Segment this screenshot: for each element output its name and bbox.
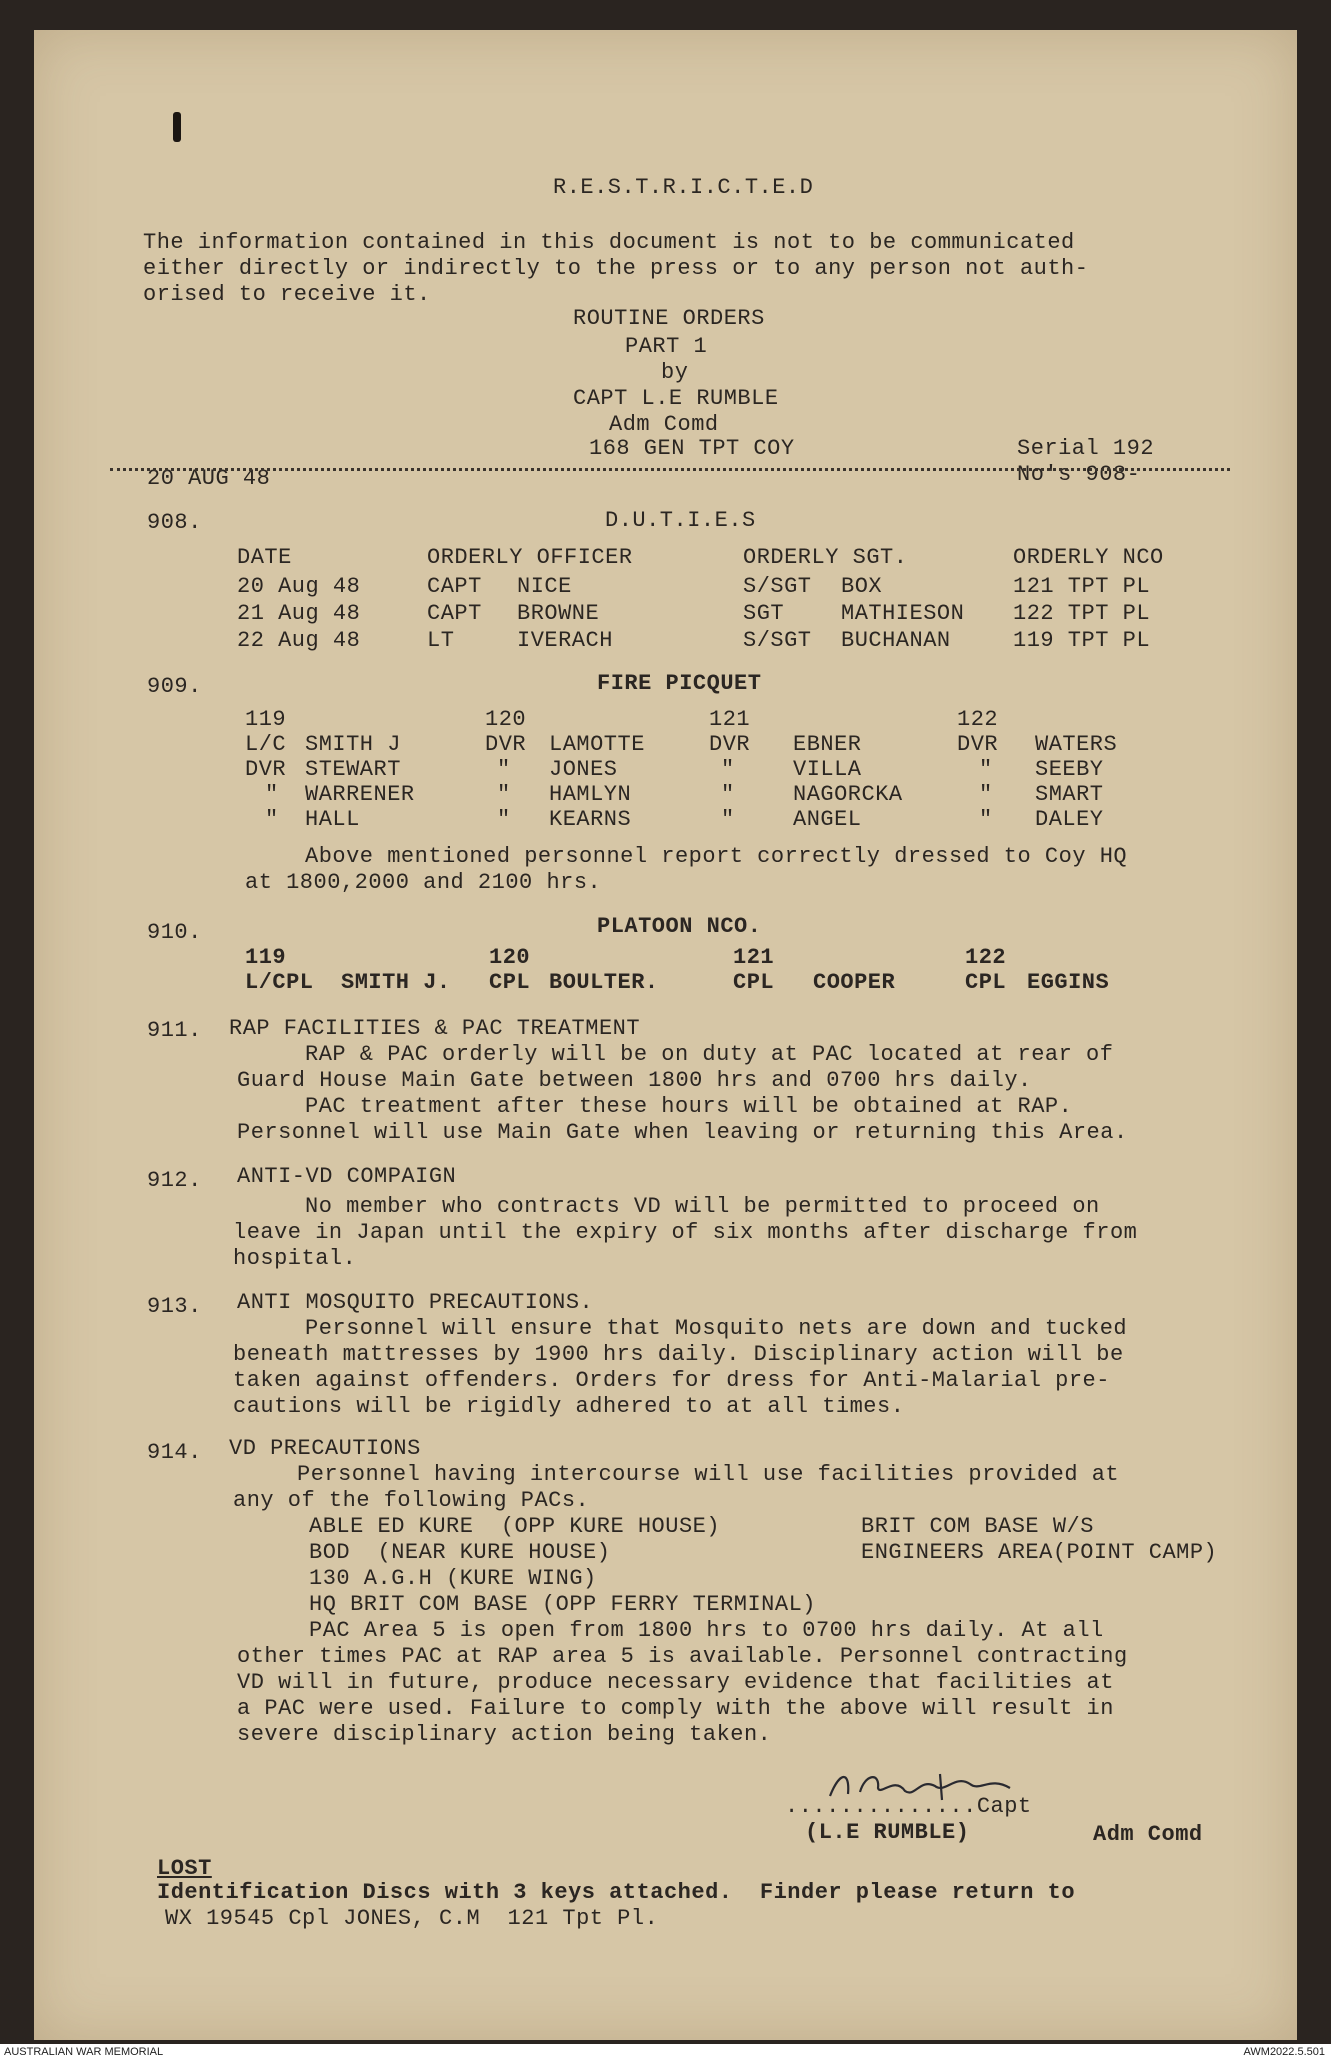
fire-picquet-name: WARRENER <box>305 782 415 807</box>
fire-picquet-rank: " <box>721 807 735 832</box>
rap-line-1: RAP & PAC orderly will be on duty at PAC located at rear of <box>305 1042 1114 1067</box>
vd-heading: VD PRECAUTIONS <box>229 1436 421 1461</box>
platoon-number: 122 <box>965 945 1007 970</box>
duties-officer: IVERACH <box>517 628 613 653</box>
order-numbers: No's 908- <box>1017 462 1141 487</box>
fire-picquet-rank: " <box>265 807 279 832</box>
fire-picquet-rank: DVR <box>245 757 287 782</box>
signatory-role: Adm Comd <box>1093 1822 1203 1847</box>
vd-line-5: VD will in future, produce necessary evidence that facilities at <box>237 1670 1114 1695</box>
fire-picquet-name: WATERS <box>1035 732 1118 757</box>
section-number-910: 910. <box>147 920 202 945</box>
section-number-913: 913. <box>147 1294 202 1319</box>
serial-number: Serial 192 <box>1017 436 1155 461</box>
fire-picquet-name: KEARNS <box>549 807 632 832</box>
title-line-6: 168 GEN TPT COY <box>589 436 795 461</box>
fire-picquet-rank: " <box>979 782 993 807</box>
fire-picquet-name: EBNER <box>793 732 862 757</box>
vd-pac-1: ABLE ED KURE (OPP KURE HOUSE) <box>309 1514 721 1539</box>
mosquito-line-4: cautions will be rigidly adhered to at all times. <box>233 1394 905 1419</box>
vd-line-7: severe disciplinary action being taken. <box>237 1722 772 1747</box>
duties-sgt-rank: S/SGT <box>743 628 812 653</box>
fire-picquet-name: NAGORCKA <box>793 782 903 807</box>
title-line-3: by <box>661 360 689 385</box>
signature-dots-rank: ..............Capt <box>785 1794 1032 1819</box>
title-line-4: CAPT L.E RUMBLE <box>573 386 779 411</box>
vd-line-6: a PAC were used. Failure to comply with the above will result in <box>237 1696 1114 1721</box>
fire-picquet-name: HAMLYN <box>549 782 632 807</box>
rap-heading: RAP FACILITIES & PAC TREATMENT <box>229 1016 641 1041</box>
platoon-nco-rank: CPL <box>733 970 775 995</box>
fire-picquet-rank: " <box>721 757 735 782</box>
antivd-line-3: hospital. <box>233 1246 357 1271</box>
vd-pac-3: 130 A.G.H (KURE WING) <box>309 1566 597 1591</box>
archive-reference: AWM2022.5.501 <box>1243 2046 1325 2058</box>
notice-line-3: orised to receive it. <box>143 282 431 307</box>
antivd-line-2: leave in Japan until the expiry of six months after discharge from <box>233 1220 1138 1245</box>
fire-picquet-rank: " <box>497 807 511 832</box>
archive-name: AUSTRALIAN WAR MEMORIAL <box>4 2046 164 2058</box>
signatory-name: (L.E RUMBLE) <box>805 1820 970 1845</box>
platoon-nco-heading: PLATOON NCO. <box>597 914 762 939</box>
fire-picquet-rank: DVR <box>485 732 527 757</box>
fire-picquet-name: DALEY <box>1035 807 1104 832</box>
rap-line-3: PAC treatment after these hours will be obtained at RAP. <box>305 1094 1073 1119</box>
fire-picquet-rank: DVR <box>957 732 999 757</box>
duties-col-date: DATE <box>237 545 292 570</box>
fire-picquet-rank: " <box>979 807 993 832</box>
rap-line-4: Personnel will use Main Gate when leaving or returning this Area. <box>237 1120 1128 1145</box>
fire-picquet-name: SEEBY <box>1035 757 1104 782</box>
fire-picquet-name: JONES <box>549 757 618 782</box>
section-number-912: 912. <box>147 1168 202 1193</box>
mosquito-line-2: beneath mattresses by 1900 hrs daily. Disciplinary action will be <box>233 1342 1124 1367</box>
duties-sgt: BOX <box>841 574 883 599</box>
platoon-nco-rank: CPL <box>489 970 531 995</box>
fire-picquet-rank: " <box>265 782 279 807</box>
duties-officer-rank: CAPT <box>427 601 482 626</box>
duties-sgt-rank: SGT <box>743 601 785 626</box>
lost-line-1: Identification Discs with 3 keys attached. Finder please return to <box>157 1880 1076 1905</box>
fire-picquet-name: SMART <box>1035 782 1104 807</box>
duties-sgt: BUCHANAN <box>841 628 951 653</box>
platoon-nco-name: EGGINS <box>1027 970 1110 995</box>
antivd-heading: ANTI-VD COMPAIGN <box>237 1164 457 1189</box>
duties-officer: NICE <box>517 574 572 599</box>
fire-picquet-name: HALL <box>305 807 360 832</box>
fire-picquet-platoon: 119 <box>245 707 287 732</box>
fire-picquet-rank: " <box>497 757 511 782</box>
title-line-1: ROUTINE ORDERS <box>573 306 765 331</box>
fire-picquet-rank: " <box>721 782 735 807</box>
duties-officer-rank: CAPT <box>427 574 482 599</box>
mosquito-line-1: Personnel will ensure that Mosquito nets are down and tucked <box>305 1316 1128 1341</box>
fire-picquet-platoon: 120 <box>485 707 527 732</box>
vd-pac-5: BRIT COM BASE W/S <box>861 1514 1094 1539</box>
lost-heading: LOST <box>157 1856 212 1881</box>
duties-nco: 121 TPT PL <box>1013 574 1151 599</box>
platoon-nco-name: BOULTER. <box>549 970 659 995</box>
notice-line-2: either directly or indirectly to the press or to any person not auth- <box>143 256 1089 281</box>
fire-picquet-platoon: 121 <box>709 707 751 732</box>
vd-pac-2: BOD (NEAR KURE HOUSE) <box>309 1540 611 1565</box>
platoon-number: 121 <box>733 945 775 970</box>
classification-heading: R.E.S.T.R.I.C.T.E.D <box>553 175 814 200</box>
platoon-nco-name: SMITH J. <box>341 970 451 995</box>
fire-picquet-name: LAMOTTE <box>549 732 645 757</box>
platoon-nco-rank: L/CPL <box>245 970 314 995</box>
vd-line-4: other times PAC at RAP area 5 is available. Personnel contracting <box>237 1644 1128 1669</box>
duties-nco: 122 TPT PL <box>1013 601 1151 626</box>
fire-picquet-platoon: 122 <box>957 707 999 732</box>
document-date: 20 AUG 48 <box>147 466 271 491</box>
fire-picquet-name: ANGEL <box>793 807 862 832</box>
lost-line-2: WX 19545 Cpl JONES, C.M 121 Tpt Pl. <box>165 1906 659 1931</box>
vd-line-1: Personnel having intercourse will use facilities provided at <box>297 1462 1120 1487</box>
fire-picquet-rank: DVR <box>709 732 751 757</box>
duties-date: 21 Aug 48 <box>237 601 361 626</box>
duties-officer: BROWNE <box>517 601 600 626</box>
title-line-5: Adm Comd <box>609 412 719 437</box>
fire-picquet-name: SMITH J <box>305 732 401 757</box>
duties-col-officer: ORDERLY OFFICER <box>427 545 633 570</box>
section-number-914: 914. <box>147 1440 202 1465</box>
vd-line-3: PAC Area 5 is open from 1800 hrs to 0700 hrs daily. At all <box>309 1618 1104 1643</box>
section-number-908: 908. <box>147 510 202 535</box>
fire-picquet-note-2: at 1800,2000 and 2100 hrs. <box>245 870 602 895</box>
duties-sgt: MATHIESON <box>841 601 965 626</box>
duties-col-nco: ORDERLY NCO <box>1013 545 1164 570</box>
platoon-nco-name: COOPER <box>813 970 896 995</box>
fire-picquet-rank: " <box>497 782 511 807</box>
antivd-line-1: No member who contracts VD will be permitted to proceed on <box>305 1194 1100 1219</box>
duties-date: 22 Aug 48 <box>237 628 361 653</box>
platoon-nco-rank: CPL <box>965 970 1007 995</box>
vd-pac-4: HQ BRIT COM BASE (OPP FERRY TERMINAL) <box>309 1592 816 1617</box>
fire-picquet-heading: FIRE PICQUET <box>597 671 762 696</box>
fire-picquet-rank: L/C <box>245 732 287 757</box>
duties-date: 20 Aug 48 <box>237 574 361 599</box>
rap-line-2: Guard House Main Gate between 1800 hrs and 0700 hrs daily. <box>237 1068 1032 1093</box>
title-line-2: PART 1 <box>625 334 708 359</box>
divider-dotted-line <box>110 458 1230 471</box>
vd-line-2: any of the following PACs. <box>233 1488 590 1513</box>
duties-sgt-rank: S/SGT <box>743 574 812 599</box>
vd-pac-6: ENGINEERS AREA(POINT CAMP) <box>861 1540 1218 1565</box>
duties-col-sgt: ORDERLY SGT. <box>743 545 908 570</box>
punch-hole <box>173 112 181 142</box>
section-number-909: 909. <box>147 674 202 699</box>
duties-heading: D.U.T.I.E.S <box>605 508 756 533</box>
platoon-number: 120 <box>489 945 531 970</box>
duties-officer-rank: LT <box>427 628 455 653</box>
mosquito-heading: ANTI MOSQUITO PRECAUTIONS. <box>237 1290 594 1315</box>
notice-line-1: The information contained in this document is not to be communicated <box>143 230 1075 255</box>
fire-picquet-note-1: Above mentioned personnel report correctly dressed to Coy HQ <box>305 844 1128 869</box>
duties-nco: 119 TPT PL <box>1013 628 1151 653</box>
archive-footer <box>0 2044 1331 2061</box>
platoon-number: 119 <box>245 945 287 970</box>
section-number-911: 911. <box>147 1018 202 1043</box>
fire-picquet-name: STEWART <box>305 757 401 782</box>
fire-picquet-rank: " <box>979 757 993 782</box>
mosquito-line-3: taken against offenders. Orders for dress for Anti-Malarial pre- <box>233 1368 1110 1393</box>
fire-picquet-name: VILLA <box>793 757 862 782</box>
